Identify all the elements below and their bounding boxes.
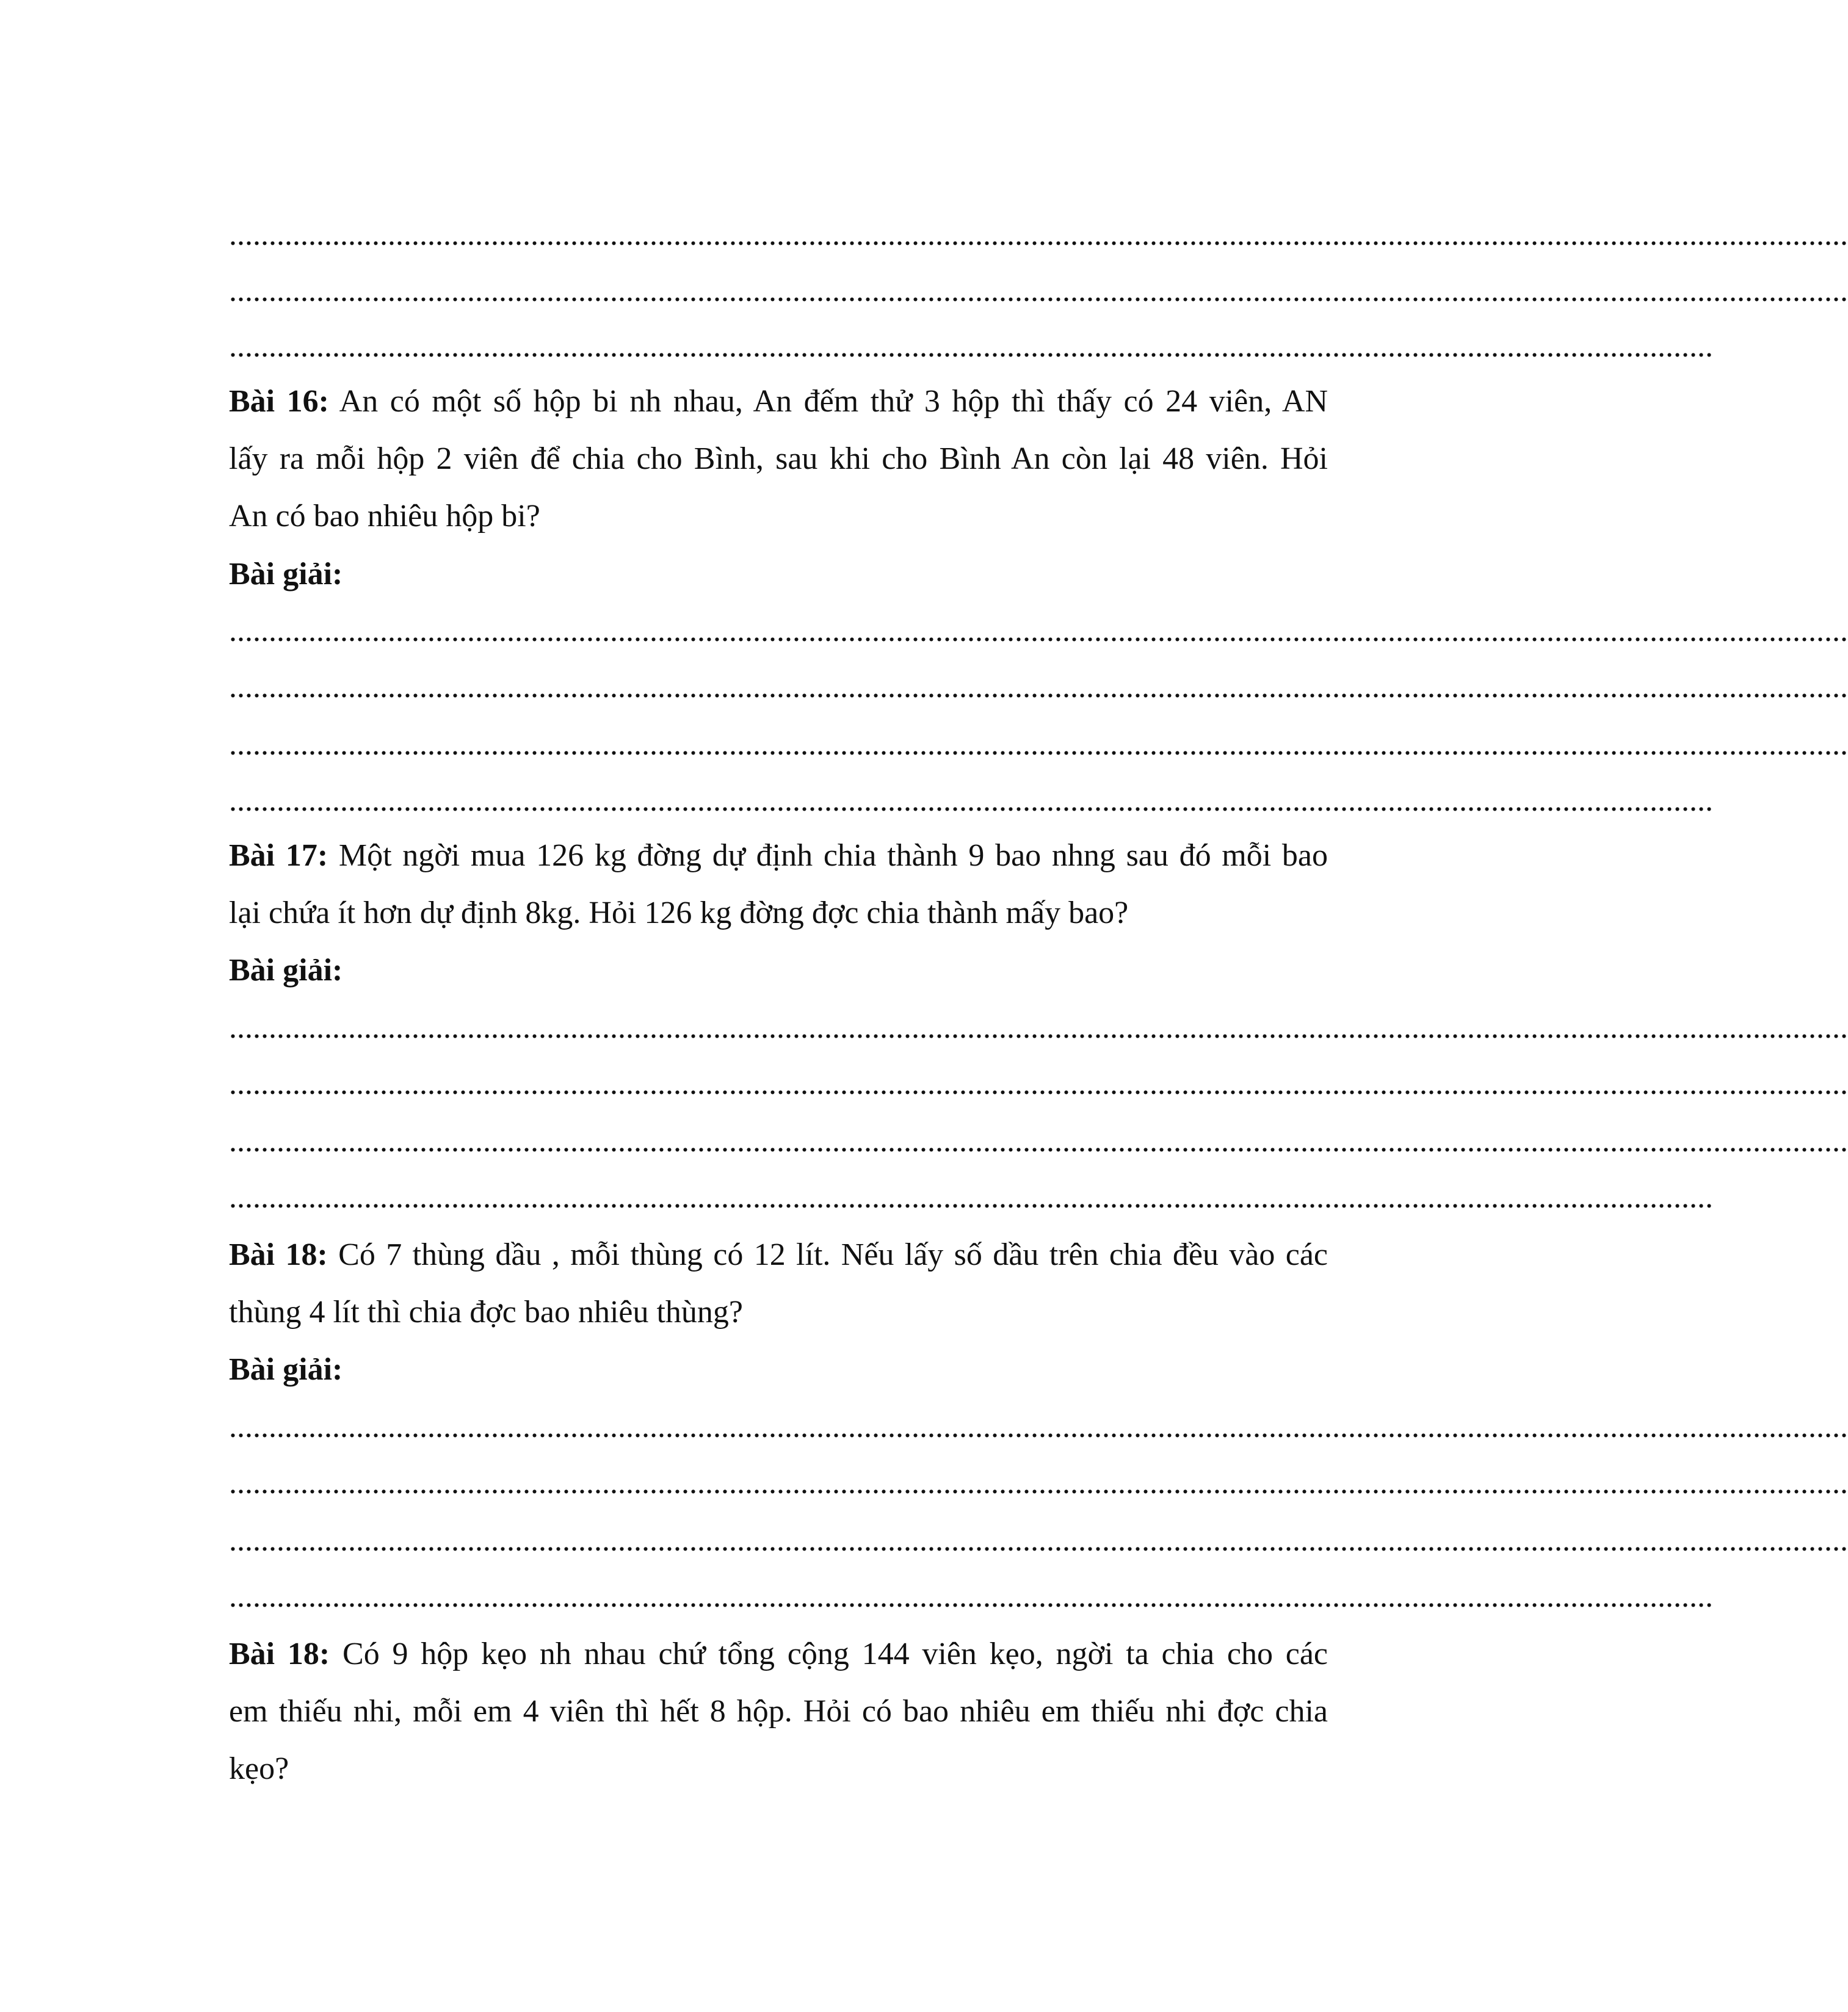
problem-16-line-3: An có bao nhiêu hộp bi?	[229, 499, 540, 534]
answer-line: ...........................................................................................................................................................................................	[229, 1180, 1713, 1215]
problem-text: Một ngời mua 126 kg đờng dự định chia thành 9 bao nhng sau đó mỗi bao	[328, 838, 1328, 873]
answer-line: ............................................................................................................................................................................................................	[229, 1409, 1848, 1444]
problem-18b-line-2: em thiếu nhi, mỗi em 4 viên thì hết 8 hộp. Hỏi có bao nhiêu em thiếu nhi đợc chia	[229, 1694, 1328, 1729]
problem-18-line-1	[229, 1237, 1328, 1273]
answer-line: ...........................................................................................................................................................................................	[229, 1579, 1713, 1614]
problem-18b-line-3: kẹo?	[229, 1751, 289, 1786]
solution-heading: Bài giải:	[229, 1352, 343, 1387]
problem-17-line-1	[229, 838, 1328, 874]
solution-heading: Bài giải:	[229, 557, 343, 592]
problem-16-line-1	[229, 383, 1328, 420]
answer-line: ...........................................................................................................................................................................................	[229, 329, 1713, 364]
answer-line: ............................................................................................................................................................................................................	[229, 727, 1848, 762]
answer-line: ............................................................................................................................................................................................................	[229, 1066, 1848, 1101]
answer-line: ...........................................................................................................................................................................................	[229, 783, 1713, 818]
problem-label: Bài 18:	[229, 1637, 330, 1671]
answer-line: ............................................................................................................................................................................................................	[229, 613, 1848, 648]
problem-16-line-2: lấy ra mỗi hộp 2 viên để chia cho Bình, sau khi cho Bình An còn lại 48 viên. Hỏi	[229, 441, 1328, 476]
solution-heading: Bài giải:	[229, 953, 343, 988]
answer-line: ............................................................................................................................................................................................................	[229, 1010, 1848, 1045]
problem-label: Bài 17:	[229, 838, 328, 873]
answer-line: ............................................................................................................................................................................................................	[229, 273, 1848, 308]
problem-label: Bài 16:	[229, 384, 329, 419]
problem-17-line-2: lại chứa ít hơn dự định 8kg. Hỏi 126 kg đờng đợc chia thành mấy bao?	[229, 896, 1129, 930]
problem-text: Có 7 thùng dầu , mỗi thùng có 12 lít. Nếu lấy số dầu trên chia đều vào các	[327, 1237, 1328, 1272]
problem-18b-line-1	[229, 1636, 1328, 1673]
answer-line: ............................................................................................................................................................................................................	[229, 1124, 1848, 1159]
answer-line: ............................................................................................................................................................................................................	[229, 1466, 1848, 1500]
problem-label: Bài 18:	[229, 1237, 328, 1272]
problem-text: An có một số hộp bi nh nhau, An đếm thử 3 hộp thì thấy có 24 viên, AN	[329, 384, 1328, 419]
problem-text: Có 9 hộp kẹo nh nhau chứ tổng cộng 144 viên kẹo, ngời ta chia cho các	[330, 1637, 1328, 1671]
answer-line: ............................................................................................................................................................................................................	[229, 670, 1848, 704]
answer-line: ............................................................................................................................................................................................................	[229, 217, 1848, 252]
answer-line: ............................................................................................................................................................................................................	[229, 1523, 1848, 1558]
problem-18-line-2: thùng 4 lít thì chia đợc bao nhiêu thùng?	[229, 1295, 744, 1330]
